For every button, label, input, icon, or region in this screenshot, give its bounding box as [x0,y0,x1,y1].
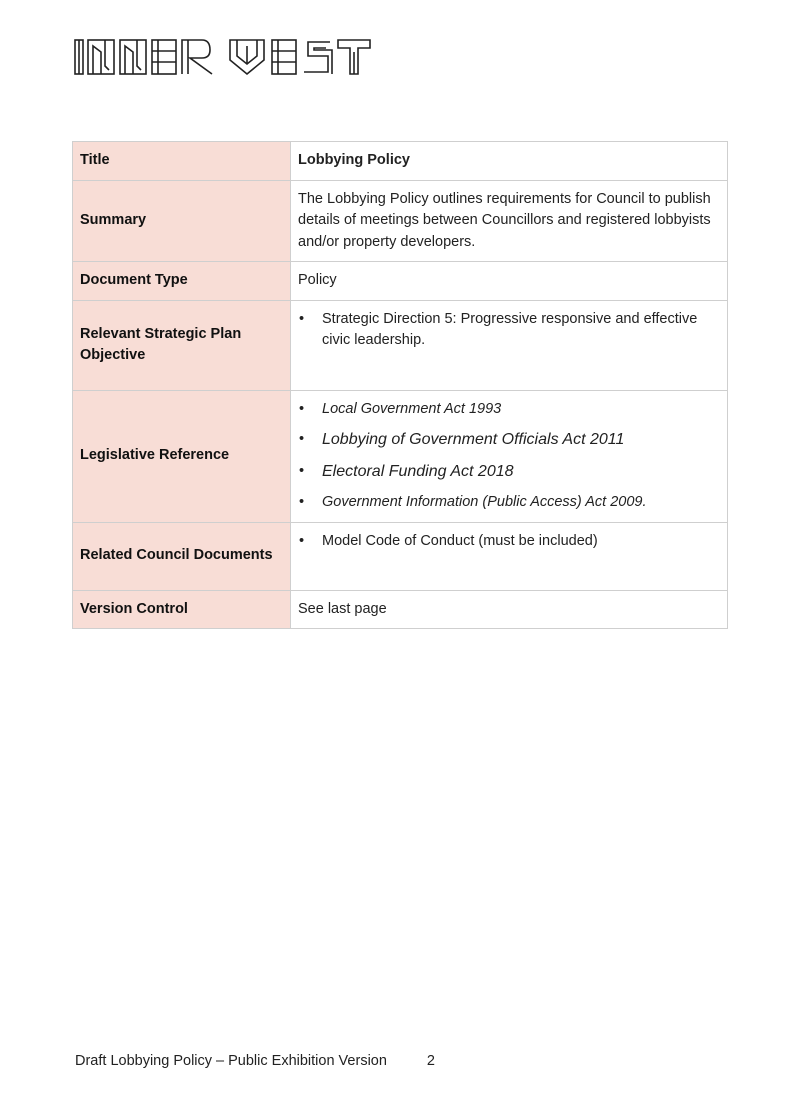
list-item [298,429,720,452]
page-number: 2 [426,1053,435,1069]
inner-west-logo [74,38,374,76]
table-row-summary [73,180,728,262]
row-label-title: Title [73,142,291,181]
row-value-legislative-reference [291,390,728,522]
row-value-related-documents [291,522,728,590]
row-label-document-type: Document Type [73,262,291,301]
list-item-text: Model Code of Conduct (must be included) [322,532,598,549]
row-value-document-type: Policy [291,262,728,301]
row-value-strategic-objective [291,300,728,390]
row-value-version-control: See last page [291,590,728,629]
footer-text: Draft Lobbying Policy – Public Exhibition Version [75,1053,387,1069]
list-item [298,399,720,421]
row-label-version-control: Version Control [73,590,291,629]
list-item-text: Electoral Funding Act 2018 [322,462,514,480]
list-item-text: Strategic Direction 5: Progressive responsive and effective civic leadership. [322,310,698,348]
list-item [298,461,720,484]
table-row-legislative-reference [73,390,728,522]
row-label-strategic-objective: Relevant Strategic Plan Objective [73,300,291,390]
table-row-title [73,142,728,181]
policy-info-table [72,141,728,629]
table-row-document-type [73,262,728,301]
row-label-summary: Summary [73,180,291,262]
list-item [298,531,720,553]
list-item-text: Government Information (Public Access) Act 2009. [322,494,647,510]
list-item [298,309,720,352]
table-row-related-documents [73,522,728,590]
list-item-text: Local Government Act 1993 [322,400,502,417]
list-item [298,492,720,514]
row-label-related-documents: Related Council Documents [73,522,291,590]
row-value-summary: The Lobbying Policy outlines requirements for Council to publish details of meetings between Councillors and registered lobbyists and/or property developers. [291,180,728,262]
list-item-text: Lobbying of Government Officials Act 2011 [322,431,625,448]
page-footer [75,1053,435,1069]
table-row-version-control [73,590,728,629]
table-row-strategic-objective [73,300,728,390]
row-label-legislative-reference: Legislative Reference [73,390,291,522]
row-value-title: Lobbying Policy [291,142,728,181]
